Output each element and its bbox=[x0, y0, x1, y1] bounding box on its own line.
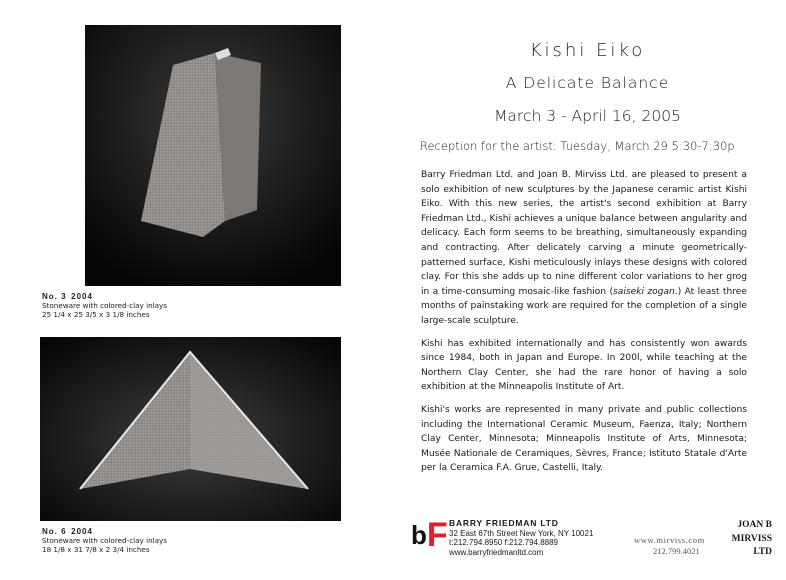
paragraph-awards: Kishi has exhibited internationally and has consistently won awards since 1984, both in Japan and Europe. In 200l, while teaching at the Northern Clay Center, she had the rare honor of having a solo exhibition at the Minneapolis Institute of Art. bbox=[421, 338, 747, 393]
paragraph-intro: Barry Friedman Ltd. and Joan B. Mirviss Ltd. are pleased to present a solo exhibition of new sculptures by the Japanese ceramic artist Kishi Eiko. With this new series, the artist's second exhibition at Barry Friedman Ltd., Kishi achieves a unique balance between angularity and delicacy. Each form seems to be breathing, simultaneously expanding and contracting. After delicately carving a minute geometrically-patterned surface, Kishi meticulously inlays these designs with colored clay. For this she adds up to nine different color variations to her grog in a time-consuming mosaic-like fashion (saiseki zogan.) At least three months of painstaking work are required for the completion of a single large-scale sculpture. bbox=[421, 170, 747, 326]
paragraph-collections: Kishi's works are represented in many private and public collections including the International Ceramic Museum, Faenza, Italy; Northern Clay Center, Minnesota; Minneapolis Institute of Arts, Minnesota; Musée Nationale de Ceramiques, Sèvres, France; Istituto Statale d'Arte per la Ceramica F.A. Grue, Castelli, Italy. bbox=[421, 404, 747, 474]
barry-friedman-website[interactable]: www.barryfriedmanltd.com bbox=[449, 547, 544, 557]
exhibition-title: A Delicate Balance bbox=[505, 74, 670, 92]
barry-friedman-contact: BARRY FRIEDMAN LTD 32 East 67th Street New York, NY 10021 t:212.794.8950 f:212.794.8889 www.barryfriedmanltd.com bbox=[449, 518, 594, 557]
barry-friedman-logo: bF bbox=[411, 516, 448, 554]
press-text bbox=[421, 168, 747, 484]
mirviss-name: JOAN B MIRVISS LTD bbox=[731, 520, 772, 557]
sculpture-photo-no3 bbox=[85, 25, 341, 286]
sculpture-photo-no6 bbox=[40, 337, 341, 521]
exhibition-dates: March 3 - April 16, 2005 bbox=[494, 107, 681, 125]
mirviss-web[interactable]: www.mirviss.com bbox=[634, 535, 705, 545]
caption-no6: No. 6 2004 Stoneware with colored-clay inlays 18 1/8 x 31 7/8 x 2 3/4 inches bbox=[42, 527, 168, 554]
caption-no3: No. 3 2004 Stoneware with colored-clay inlays 25 1/4 x 25 3/5 x 3 1/8 inches bbox=[42, 292, 168, 319]
reception-info: Reception for the artist: Tuesday, March 29 5:30-7:30p bbox=[420, 139, 735, 153]
artist-name: Kishi Eiko bbox=[529, 40, 646, 61]
mirviss-phone: 212.799.4021 bbox=[653, 546, 700, 556]
